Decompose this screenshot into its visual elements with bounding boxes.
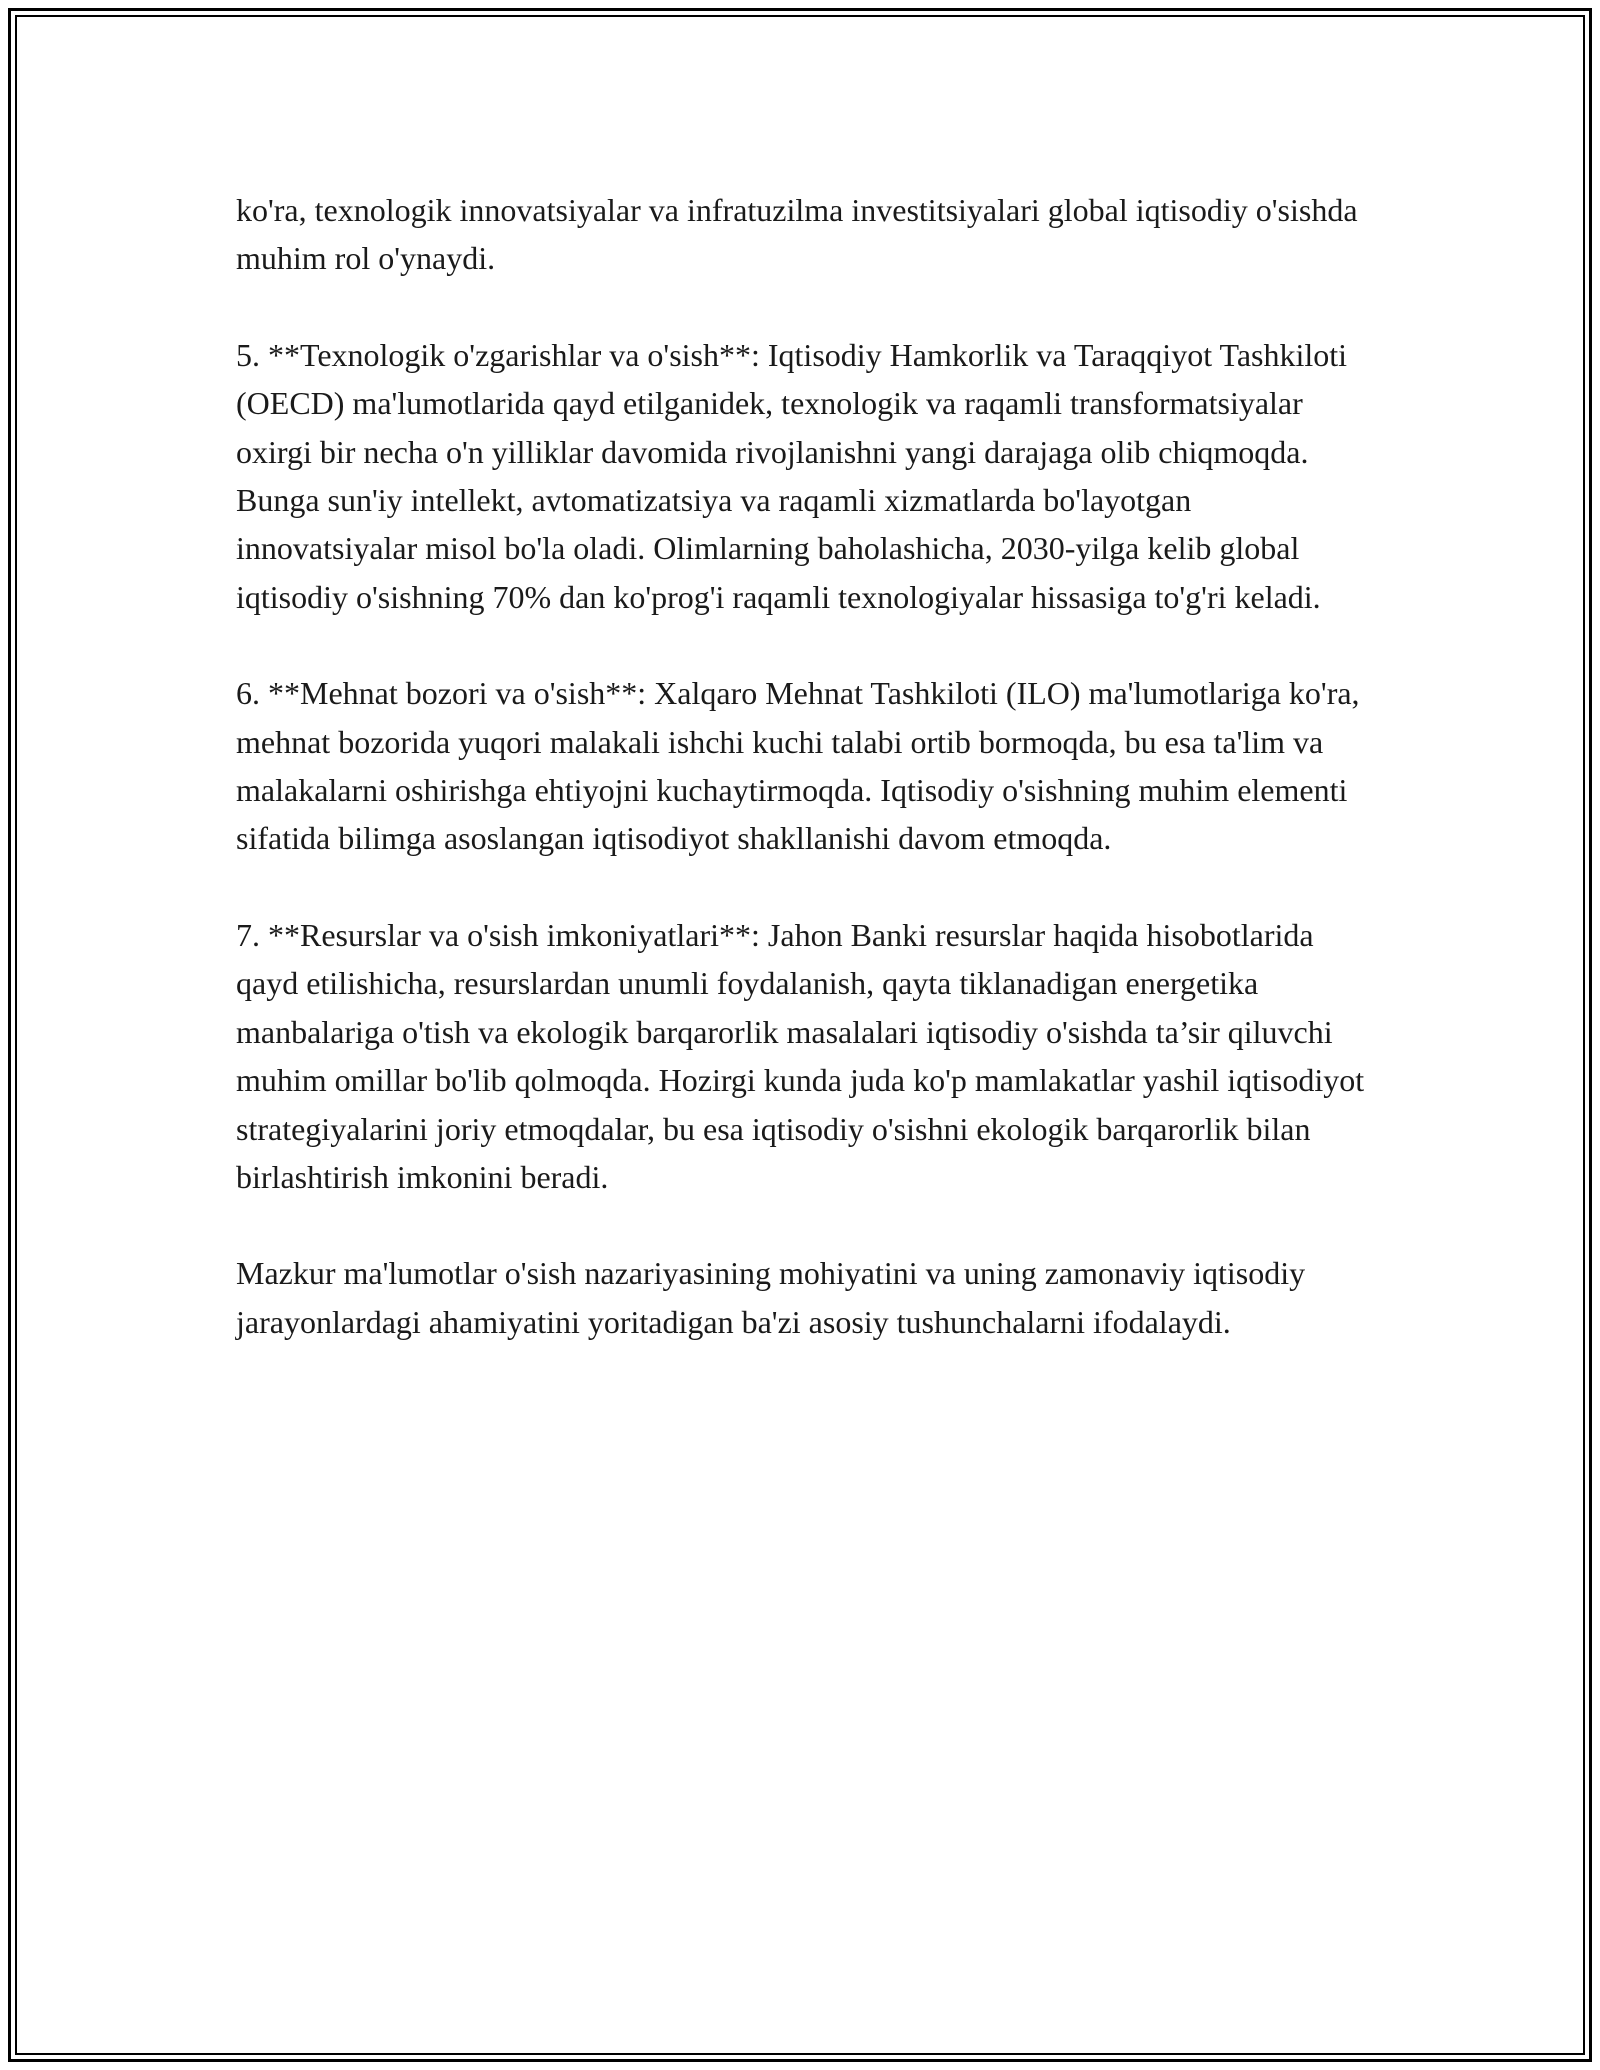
- paragraph-intro-continuation: ko'ra, texnologik innovatsiyalar va infratuzilma investitsiyalari global iqtisodiy o'sishda muhim rol o'ynaydi.: [236, 192, 1358, 277]
- paragraph-item-6: 6. **Mehnat bozori va o'sish**: Xalqaro Mehnat Tashkiloti (ILO) ma'lumotlariga ko'ra, mehnat bozorida yuqori malakali ishchi kuchi talabi ortib bormoqda, bu esa ta'lim va malakalarni oshirishga ehtiyojni kuchaytirmoqda. Iqtisodiy o'sishning muhim elementi sifatida bilimga asoslangan iqtisodiyot shakllanishi davom etmoqda.: [236, 675, 1360, 857]
- paragraph-item-5: 5. **Texnologik o'zgarishlar va o'sish**: Iqtisodiy Hamkorlik va Taraqqiyot Tashkiloti (OECD) ma'lumotlarida qayd etilganidek, texnologik va raqamli transformatsiyalar oxirgi bir necha o'n yilliklar davomida rivojlanishni yangi darajaga olib chiqmoqda. Bunga sun'iy intellekt, avtomatizatsiya va raqamli xizmatlarda bo'layotgan innovatsiyalar misol bo'la oladi. Olimlarning baholashicha, 2030-yilga kelib global iqtisodiy o'sishning 70% dan ko'prog'i raqamli texnologiyalar hissasiga to'g'ri keladi.: [236, 336, 1348, 615]
- document-body: [236, 186, 1366, 1346]
- paragraph-item-7: 7. **Resurslar va o'sish imkoniyatlari**: Jahon Banki resurslar haqida hisobotlarida qayd etilishicha, resurslardan unumli foydalanish, qayta tiklanadigan energetika manbalariga o'tish va ekologik barqarorlik masalalari iqtisodiy o'sishda ta’sir qiluvchi muhim omillar bo'lib qolmoqda. Hozirgi kunda juda ko'p mamlakatlar yashil iqtisodiyot strategiyalarini joriy etmoqdalar, bu esa iqtisodiy o'sishni ekologik barqarorlik bilan birlashtirish imkonini beradi.: [236, 916, 1365, 1195]
- paragraph-conclusion: Mazkur ma'lumotlar o'sish nazariyasining mohiyatini va uning zamonaviy iqtisodiy jarayonlardagi ahamiyatini yoritadigan ba'zi asosiy tushunchalarni ifodalaydi.: [236, 1255, 1306, 1340]
